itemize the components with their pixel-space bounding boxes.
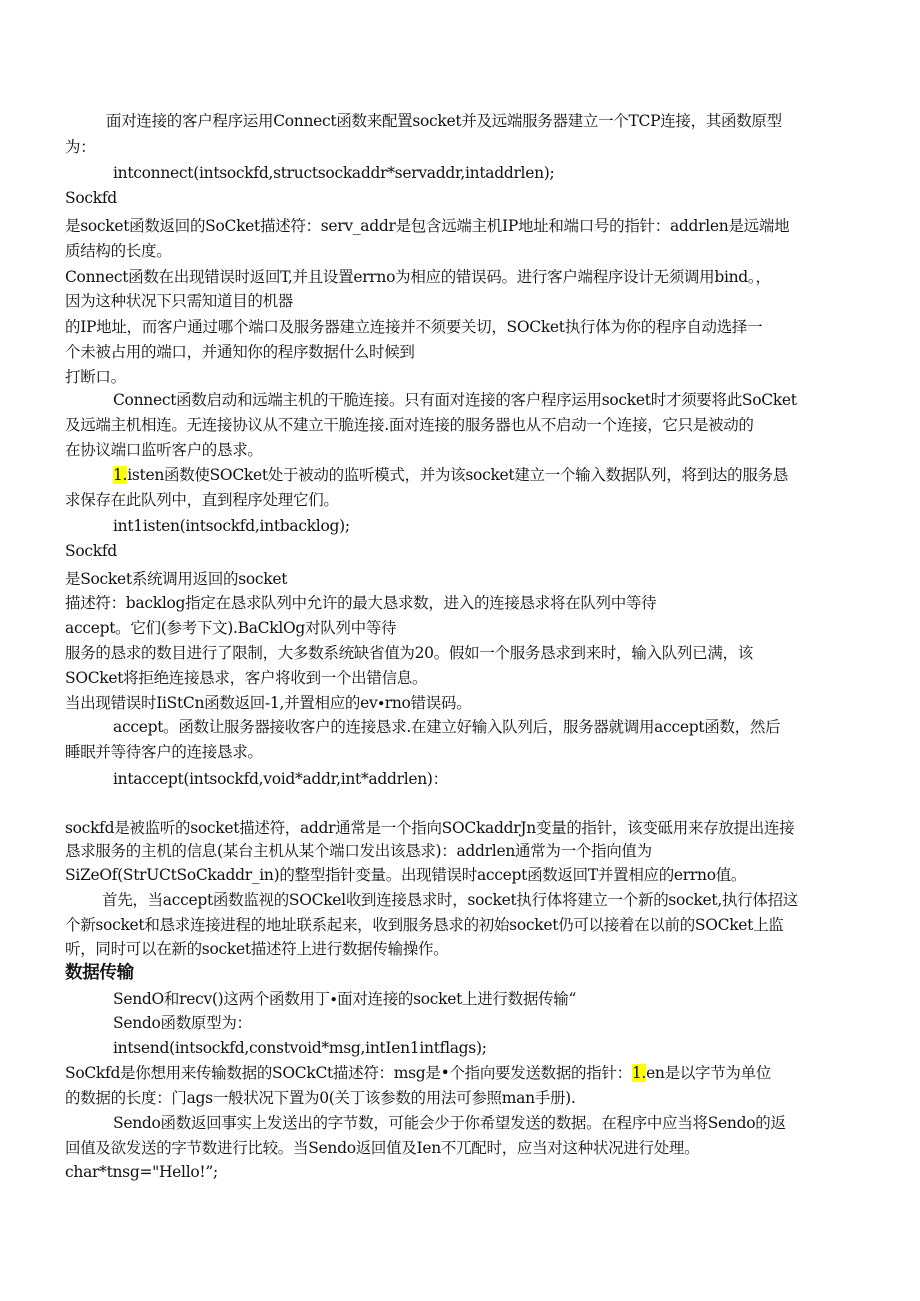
paragraph-line: 因为这种状况下只需知道目的机器 bbox=[65, 292, 294, 310]
paragraph-line bbox=[113, 464, 840, 486]
paragraph-line: SiZeOf(StrUCtSoCkaddr_in)的整型指针变量。出现错误时accept函数返回T并置相应的errno值。 bbox=[65, 866, 747, 884]
paragraph-line: Connect函数在出现错误时返回T,并且设置errno为相应的错误码。进行客户端程序设计无须调用bind。， bbox=[65, 268, 771, 286]
paragraph-line: 当出现错误时IiStCn函数返回-1,并置相应的ev∙rno错误码。 bbox=[65, 694, 472, 712]
paragraph-line: 是Socket系统调用返回的socket bbox=[65, 570, 288, 588]
paragraph-line: 描述符：backlog指定在恳求队列中允许的最大恳求数，进入的连接恳求将在队列中等待 bbox=[65, 594, 657, 612]
line-text: SoCkfd是你想用来传输数据的SOCkCt描述符：msg是•个指向要发送数据的指针： bbox=[65, 1064, 632, 1082]
paragraph-line: 睡眠并等待客户的连接恳求。 bbox=[65, 743, 263, 761]
paragraph-line: Sockfd bbox=[65, 542, 117, 560]
code-line: intsend(intsockfd,constvoid*msg,intIen1intflags); bbox=[113, 1039, 487, 1057]
paragraph-line: 质结构的长度。 bbox=[65, 242, 172, 260]
paragraph-line: Sendo函数返回事实上发送出的字节数，可能会少于你希望发送的数据。在程序中应当将Sendo的返 bbox=[113, 1114, 786, 1132]
paragraph-line: 求保存在此队列中，直到程序处理它们。 bbox=[65, 491, 339, 509]
paragraph-line: SOCket将拒绝连接恳求，客户将收到一个出错信息。 bbox=[65, 669, 428, 687]
paragraph-line bbox=[65, 1062, 840, 1084]
paragraph-line: 服务的恳求的数目进行了限制，大多数系统缺省值为20。假如一个服务恳求到来时，输入队列已满，该 bbox=[65, 644, 753, 662]
paragraph-line: 是socket函数返回的SoCket描述符：serv_addr是包含远端主机IP地址和端口号的指针：addrlen是远端地 bbox=[65, 217, 790, 235]
paragraph-line: 恳求服务的主机的信息(某台主机从某个端口发出该恳求)：addrlen通常为一个指向值为 bbox=[65, 842, 652, 860]
code-line: intaccept(intsockfd,void*addr,int*addrlen)： bbox=[113, 770, 448, 788]
paragraph-line: Sockfd bbox=[65, 189, 117, 207]
line-text: isten函数使SOCket处于被动的监听模式，并为该socket建立一个输入数据队列，将到达的服务恳 bbox=[127, 466, 788, 484]
paragraph-line: 及远端主机相连。无连接协议从不建立干脆连接.面对连接的服务器也从不启动一个连接，它只是被动的 bbox=[65, 416, 754, 434]
paragraph-line: 打断口。 bbox=[65, 368, 126, 386]
paragraph-line: sockfd是被监听的socket描述符，addr通常是一个指向SOCkaddrJn变量的指针，该变砥用来存放提出连接 bbox=[65, 819, 795, 837]
paragraph-line: 个未被占用的端口，并通知你的程序数据什么时候到 bbox=[65, 343, 415, 361]
paragraph-line: accept。函数让服务器接收客户的连接恳求.在建立好输入队列后，服务器就调用accept函数，然后 bbox=[113, 718, 781, 736]
paragraph-line: 的数据的长度：门ags一般状况下置为0(关丁该参数的用法可参照man手册). bbox=[65, 1089, 576, 1107]
code-line: int1isten(intsockfd,intbacklog); bbox=[113, 517, 350, 535]
code-line: char*tnsg="Hello!”; bbox=[65, 1163, 218, 1181]
code-line: intconnect(intsockfd,structsockaddr*servaddr,intaddrlen); bbox=[113, 164, 555, 182]
paragraph-line: 首先，当accept函数监视的SOCkel收到连接恳求时，socket执行体将建立一个新的socket,执行体招这 bbox=[102, 891, 798, 909]
section-heading: 数据传输 bbox=[65, 963, 134, 983]
paragraph-line: 回值及欲发送的字节数进行比较。当Sendo返回值及Ien不兀配时，应当对这种状况进行处理。 bbox=[65, 1139, 700, 1157]
highlighted-text: 1. bbox=[113, 466, 128, 484]
paragraph-line: accept。它们(参考下文).BaCklOg对队列中等待 bbox=[65, 619, 397, 637]
paragraph-line: 个新socket和恳求连接进程的地址联系起来，收到服务恳求的初始socket仍可以接着在以前的SOCket上监 bbox=[65, 916, 784, 934]
highlighted-text: 1. bbox=[631, 1064, 647, 1082]
paragraph-line: Sendo函数原型为： bbox=[113, 1014, 252, 1032]
paragraph-line: 的IP地址，而客户通过哪个端口及服务器建立连接并不须要关切，SOCket执行体为你的程序自动选择一 bbox=[65, 318, 763, 336]
paragraph-line: Connect函数启动和远端主机的干脆连接。只有面对连接的客户程序运用socket时才须要将此SoCket bbox=[113, 391, 797, 409]
paragraph-line: 在协议端口监听客户的恳求。 bbox=[65, 441, 263, 459]
paragraph-line: 听，同时可以在新的socket描述符上进行数据传输操作。 bbox=[65, 940, 449, 958]
paragraph-line: SendO和recv()这两个函数用丁∙面对连接的socket上进行数据传输“ bbox=[113, 990, 577, 1008]
paragraph-line: 为： bbox=[65, 138, 96, 156]
paragraph-line: 面对连接的客户程序运用Connect函数来配置socket并及远端服务器建立一个TCP连接，其函数原型 bbox=[106, 112, 782, 130]
line-text: en是以字节为单位 bbox=[646, 1064, 772, 1082]
